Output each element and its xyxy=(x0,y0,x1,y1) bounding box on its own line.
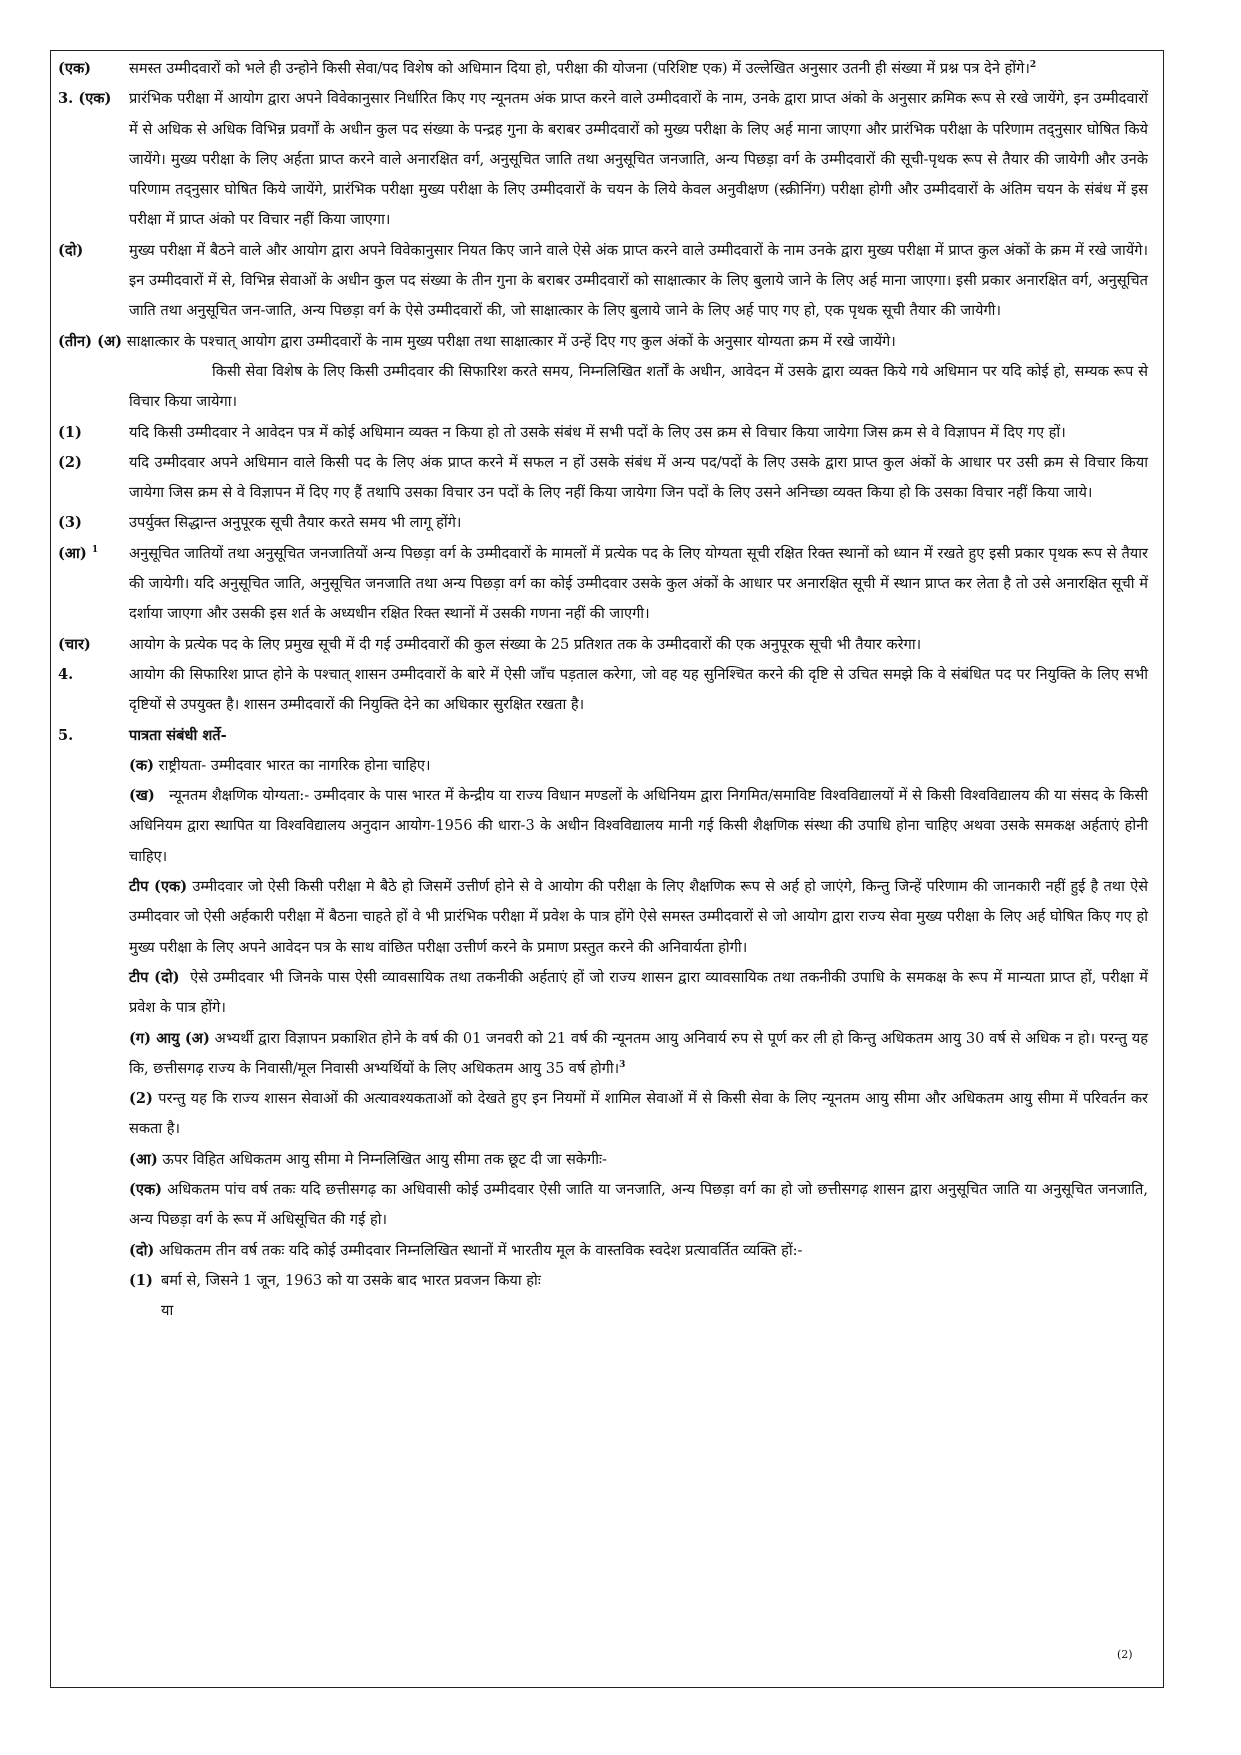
clause-3-ek xyxy=(58,84,1148,235)
tip-ek xyxy=(58,872,1148,963)
clause-label: (दो) xyxy=(129,1241,155,1259)
tip-do xyxy=(58,963,1148,1024)
clause-3-do xyxy=(58,236,1148,327)
item-or xyxy=(58,1296,1148,1326)
note-label: टीप (एक) xyxy=(129,878,188,896)
clause-text: आयोग के प्रत्येक पद के लिए प्रमुख सूची में दी गई उम्मीदवारों की कुल संख्या के 25 प्रतिशत तक के उम्मीदवारों की एक अनुपूरक सूची भी तैयार करेगा। xyxy=(129,635,922,653)
clause-label: (ग) आयु (अ) xyxy=(129,1029,210,1047)
clause-label: (एक) xyxy=(129,1180,163,1198)
note-text: ऐसे उम्मीदवार भी जिनके पास ऐसी व्यावसायिक तथा तकनीकी अर्हताएं हों जो राज्य शासन द्वारा व्यावसायिक तथा तकनीकी उपाधि के समकक्ष के रूप में मान्यता प्राप्त हों, परीक्षा में प्रवेश के पात्र होंगे। xyxy=(129,968,1148,1017)
clause-text: राष्ट्रीयता- उम्मीदवार भारत का नागरिक होना चाहिए। xyxy=(158,756,431,774)
clause-text: साक्षात्कार के पश्चात् आयोग द्वारा उम्मीदवारों के नाम मुख्य परीक्षा तथा साक्षात्कार में उन्हें दिए गए कुल अंकों के अनुसार योग्यता क्रम में रखे जायेंगे। xyxy=(126,332,896,350)
clause-label: (क) xyxy=(129,756,155,774)
clause-label: (दो) xyxy=(58,241,84,259)
clause-label: (चार) xyxy=(58,635,91,653)
or-text: या xyxy=(161,1302,174,1320)
clause-label: (आ) xyxy=(58,544,87,562)
page-number: (2) xyxy=(1117,1648,1133,1661)
clause-text: मुख्य परीक्षा में बैठने वाले और आयोग द्वारा अपने विवेकानुसार नियत किए जाने वाले ऐसे अंक प्राप्त करने वाले उम्मीदवारों के नाम उनके द्वारा मुख्य परीक्षा में प्राप्त कुल अंकों के क्रम में रखे जायेंगे। इन उम्मीदवारों में से, विभिन्न सेवाओं के अधीन कुल पद संख्या के तीन गुना के बराबर उम्मीदवारों को साक्षात्कार के लिए बुलाये जाने के लिए अर्ह माना जाएगा। इसी प्रकार अनारक्षित वर्ग, अनुसूचित जाति तथा अनुसूचित जन-जाति, अन्य पिछड़ा वर्ग के ऐसे उम्मीदवारों की, जो साक्षात्कार के लिए बुलाये जाने के लिए अर्ह पाए गए हो, एक पृथक सूची तैयार की जायेगी। xyxy=(129,241,1148,320)
item-2 xyxy=(58,448,1148,509)
item-label: (3) xyxy=(58,514,82,532)
clause-label: 3. (एक) xyxy=(58,90,112,108)
clause-text: अधिकतम पांच वर्ष तकः यदि छत्तीसगढ़ का अधिवासी कोई उम्मीदवार ऐसी जाति या जनजाति, अन्य पिछड़ा वर्ग का हो जो छत्तीसगढ़ शासन द्वारा अनुसूचित जाति या अनुसूचित जनजाति, अन्य पिछड़ा वर्ग के रूप में अधिसूचित की गई हो। xyxy=(129,1180,1148,1229)
item-burma xyxy=(58,1266,1148,1296)
clause-ek-intro xyxy=(58,54,1148,84)
clause-ga-ek xyxy=(58,1175,1148,1236)
note-label: टीप (दो) xyxy=(129,968,180,986)
clause-label: 5. xyxy=(58,726,74,744)
clause-text: ऊपर विहित अधिकतम आयु सीमा मे निम्नलिखित आयु सीमा तक छूट दी जा सकेगीः- xyxy=(162,1150,607,1168)
clause-ga-2 xyxy=(58,1084,1148,1145)
clause-text: अनुसूचित जातियों तथा अनुसूचित जनजातियों अन्य पिछड़ा वर्ग के उम्मीदवारों के मामलों में प्रत्येक पद के लिए योग्यता सूची रक्षित रिक्त स्थानों को ध्यान में रखते हुए इसी प्रकार पृथक रूप से तैयार की जायेगी। यदि अनुसूचित जाति, अनुसूचित जनजाति तथा अन्य पिछड़ा वर्ग का कोई उम्मीदवार उसके कुल अंकों के आधार पर अनारक्षित सूची में स्थान प्राप्त कर लेता है तो उसे अनारक्षित सूची में दर्शाया जाएगा और उसकी इस शर्त के अध्यधीन रक्षित रिक्त स्थानों में उसकी गणना नहीं की जाएगी। xyxy=(129,544,1148,623)
clause-label: (ख) xyxy=(129,787,155,805)
footnote-marker: 1 xyxy=(91,544,99,555)
clause-ga-aa xyxy=(58,1145,1148,1175)
section-heading: पात्रता संबंधी शर्ते- xyxy=(129,726,227,744)
item-label: (1) xyxy=(58,423,82,441)
clause-3-teen xyxy=(58,327,1148,357)
clause-label: 4. xyxy=(58,665,74,683)
item-text: उपर्युक्त सिद्धान्त अनुपूरक सूची तैयार करते समय भी लागू होंगे। xyxy=(129,514,462,532)
clause-kha xyxy=(58,781,1148,872)
clause-label: (तीन) (अ) xyxy=(58,332,123,350)
clause-ga xyxy=(58,1024,1148,1085)
item-text: यदि किसी उम्मीदवार ने आवेदन पत्र में कोई अधिमान व्यक्त न किया हो तो उसके संबंध में सभी पदों के लिए उस क्रम से विचार किया जायेगा जिस क्रम से वे विज्ञापन में दिए गए हों। xyxy=(129,423,1066,441)
clause-aa xyxy=(58,539,1148,630)
clause-text: समस्त उम्मीदवारों को भले ही उन्होने किसी सेवा/पद विशेष को अधिमान दिया हो, परीक्षा की योजना (परिशिष्ट एक) में उल्लेखित अनुसार उतनी ही संख्या में प्रश्न पत्र देने होंगे। xyxy=(129,60,1030,77)
clause-char xyxy=(58,630,1148,660)
item-label: (1) xyxy=(129,1271,153,1289)
note-text: उम्मीदवार जो ऐसी किसी परीक्षा मे बैठे हो जिसमें उत्तीर्ण होने से वे आयोग की परीक्षा के लिए शैक्षणिक रूप से अर्ह हो जाएंगे, किन्तु जिन्हें परिणाम की जानकारी नहीं हुई है तथा ऐसे उम्मीदवार जो ऐसी अर्हकारी परीक्षा में बैठना चाहते हों वे भी प्रारंभिक परीक्षा में प्रवेश के पात्र होंगे ऐसे समस्त उम्मीदवारों से जो आयोग द्वारा राज्य सेवा मुख्य परीक्षा के लिए अर्ह घोषित किए गए हो मुख्य परीक्षा के लिए अपने आवेदन पत्र के साथ वांछित परीक्षा उत्तीर्ण करने के प्रमाण प्रस्तुत करने की अनिवार्यता होगी। xyxy=(129,878,1149,956)
clause-4 xyxy=(58,660,1148,721)
clause-text: अभ्यर्थी द्वारा विज्ञापन प्रकाशित होने के वर्ष की 01 जनवरी को 21 वर्ष की न्यूनतम आयु अनिवार्य रुप से पूर्ण कर ली हो किन्तु अधिकतम आयु 30 वर्ष से अधिक न हो। परन्तु यह कि, छत्तीसगढ़ राज्य के निवासी/मूल निवासी अभ्यर्थियों के लिए अधिकतम आयु 35 वर्ष होगी। xyxy=(129,1029,1149,1077)
item-text: बर्मा से, जिसने 1 जून, 1963 को या उसके बाद भारत प्रवजन किया होः xyxy=(161,1271,541,1289)
clause-text: परन्तु यह कि राज्य शासन सेवाओं की अत्यावश्यकताओं को देखते हुए इन नियमों में शामिल सेवाओं में से किसी सेवा के लिए न्यूनतम आयु सीमा और अधिकतम आयु सीमा में परिवर्तन कर सकता है। xyxy=(129,1090,1148,1138)
footnote-marker: 2 xyxy=(1029,60,1037,71)
clause-text: प्रारंभिक परीक्षा में आयोग द्वारा अपने विवेकानुसार निर्धारित किए गए न्यूनतम अंक प्राप्त करने वाले उम्मीदवारों के नाम, उनके द्वारा प्राप्त अंको के अनुसार क्रमिक रूप से रखे जायेंगे, इन उम्मीदवारों में से अधिक से अधिक विभिन्न प्रवर्गों के अधीन कुल पद संख्या के पन्द्रह गुना के बराबर उम्मीदवारों को मुख्य परीक्षा के लिए अर्ह माना जाएगा और प्रारंभिक परीक्षा के परिणाम तद्नुसार घोषित किये जायेंगे। मुख्य परीक्षा के लिए अर्हता प्राप्त करने वाले अनारक्षित वर्ग, अनुसूचित जाति तथा अनुसूचित जनजाति, अन्य पिछड़ा वर्ग के उम्मीदवारों की सूची-पृथक रूप से तैयार की जायेगी और उनके परिणाम तद्नुसार घोषित किये जायेंगे, प्रारंभिक परीक्षा मुख्य परीक्षा के लिए उम्मीदवारों के चयन के लिये केवल अनुवीक्षण (स्क्रीनिंग) परीक्षा होगी और उम्मीदवारों के अंतिम चयन के संबंध में इस परीक्षा में प्राप्त अंको पर विचार नहीं किया जाएगा। xyxy=(129,90,1148,229)
clause-3-teen-continuation: किसी सेवा विशेष के लिए किसी उम्मीदवार की सिफारिश करते समय, निम्नलिखित शर्तों के अधीन, आवेदन में उसके द्वारा व्यक्त किये गये अधिमान पर यदि कोई हो, सम्यक रूप से विचार किया जायेगा। xyxy=(129,362,1148,411)
item-label: (2) xyxy=(58,453,82,471)
item-3 xyxy=(58,508,1148,538)
clause-5 xyxy=(58,721,1148,751)
clause-text: अधिकतम तीन वर्ष तकः यदि कोई उम्मीदवार निम्नलिखित स्थानों में भारतीय मूल के वास्तविक स्वदेश प्रत्यावर्तित व्यक्ति हों:- xyxy=(158,1241,803,1259)
clause-label: (आ) xyxy=(129,1150,158,1168)
footnote-marker: 3 xyxy=(619,1059,626,1070)
clause-text: आयोग की सिफारिश प्राप्त होने के पश्चात् शासन उम्मीदवारों के बारे में ऐसी जाँच पड़ताल करेगा, जो वह यह सुनिश्चित करने की दृष्टि से उचित समझे कि वे संबंधित पद पर नियुक्ति के लिए सभी दृष्टियों से उपयुक्त है। शासन उम्मीदवारों की नियुक्ति देने का अधिकार सुरक्षित रखता है। xyxy=(129,665,1148,714)
document-body xyxy=(58,54,1148,1326)
clause-ga-do xyxy=(58,1236,1148,1266)
clause-ka xyxy=(58,751,1148,781)
clause-label: (2) xyxy=(129,1090,153,1108)
clause-text: न्यूनतम शैक्षणिक योग्यता:- उम्मीदवार के पास भारत में केन्द्रीय या राज्य विधान मण्डलों के अधिनियम द्वारा निगमित/समाविष्ट विश्वविद्यालयों में से किसी विश्वविद्यालय की या संसद के किसी अधिनियम द्वारा स्थापित या विश्वविद्यालय अनुदान आयोग-1956 की धारा-3 के अधीन विश्वविद्यालय मानी गई किसी शैक्षणिक संस्था की उपाधि होना चाहिए अथवा उसके समकक्ष अर्हताएं होनी चाहिए। xyxy=(129,787,1148,865)
item-1 xyxy=(58,418,1148,448)
clause-label: (एक) xyxy=(58,60,92,77)
item-text: यदि उम्मीदवार अपने अधिमान वाले किसी पद के लिए अंक प्राप्त करने में सफल न हों उसके संबंध में अन्य पद/पदों के लिए उसके द्वारा प्राप्त कुल अंकों के आधार पर उसी क्रम से विचार किया जायेगा जिस क्रम से वे विज्ञापन में दिए गए हैं तथापि उसका विचार उन पदों के लिए नहीं किया जायेगा जिन पदों के लिए उसने अनिच्छा व्यक्त किया हो कि उसका विचार नहीं किया जाये। xyxy=(129,453,1148,502)
